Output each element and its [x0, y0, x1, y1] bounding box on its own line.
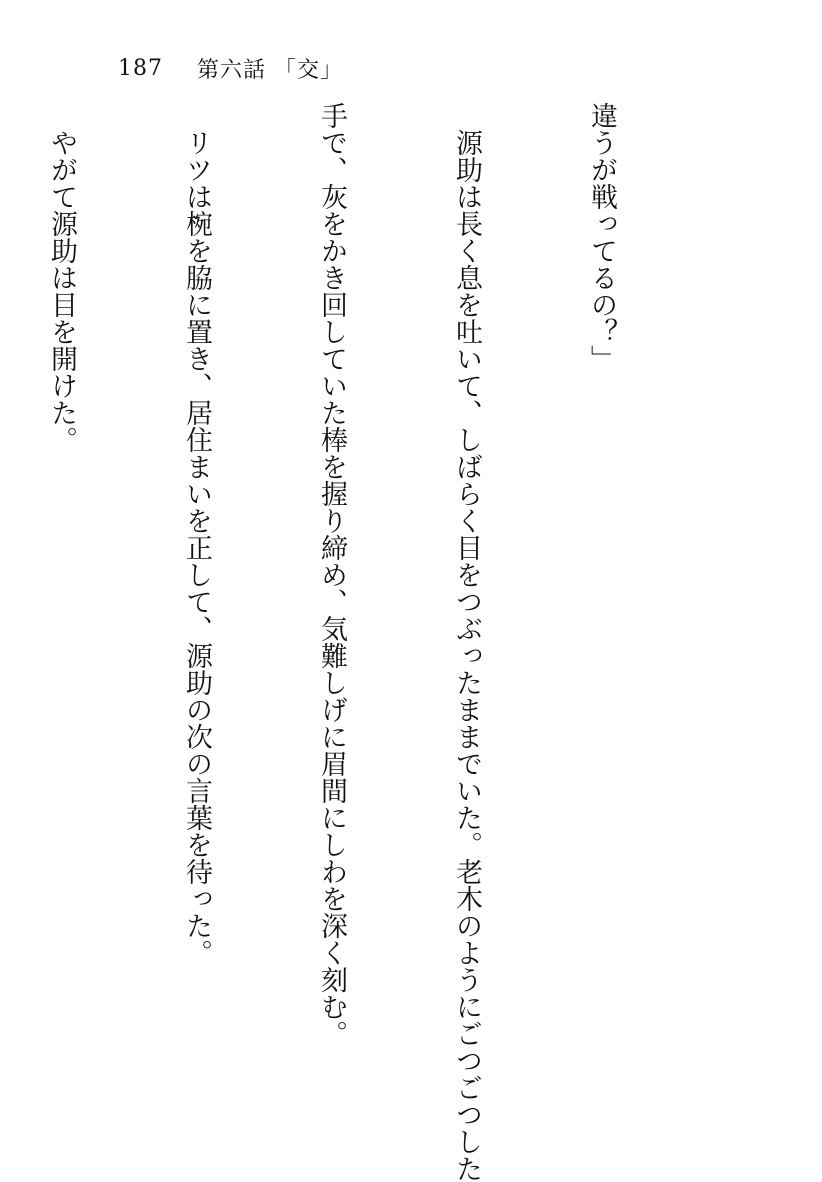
text-line: 違うが戦ってるの？」 [586, 102, 617, 372]
page-header [118, 48, 343, 88]
text-line: やがて源助は目を開けた。 [46, 102, 77, 453]
text-line: リツは椀を脇に置き、居住まいを正して、源助の次の言葉を待った。 [181, 102, 212, 966]
text-line: 手で、灰をかき回していた棒を握り締め、気難しげに眉間にしわを深く刻む。 [316, 102, 347, 1047]
vertical-text-body [46, 102, 714, 1182]
chapter-title: 第六話 「交」 [197, 57, 343, 83]
text-line: 源助は長く息を吐いて、しばらく目をつぶったままでいた。老木のようにごつごつした [451, 102, 482, 1182]
page-number: 187 [118, 55, 163, 81]
